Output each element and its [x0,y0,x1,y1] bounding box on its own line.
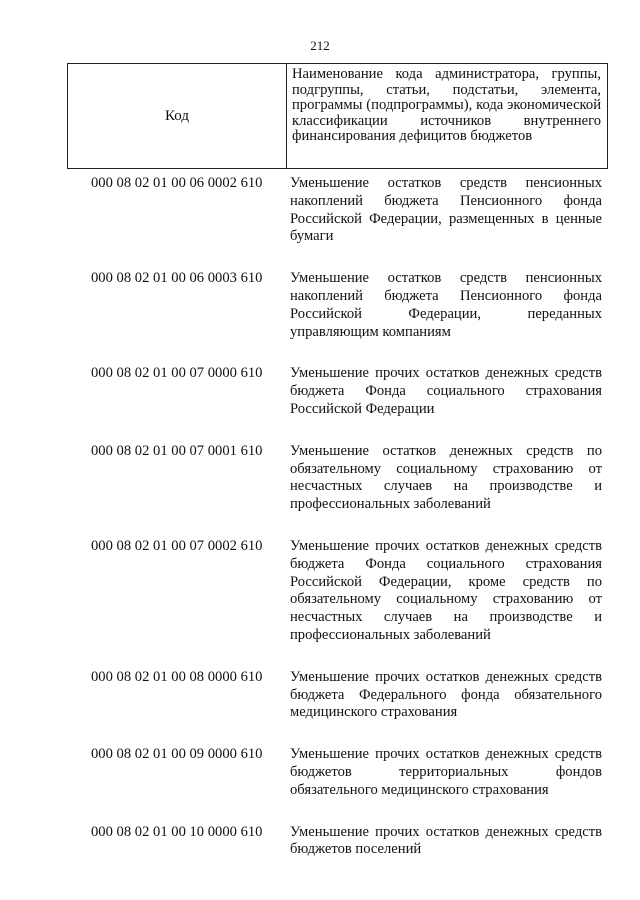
row-code: 000 08 02 01 00 06 0002 610 [91,175,263,191]
row-code: 000 08 02 01 00 08 0000 610 [91,668,263,685]
row-code: 000 08 02 01 00 07 0002 610 [91,537,263,554]
row-name: Уменьшение прочих остатков денежных средств бюджета Фонда социального страхования Российской Федерации [290,365,602,417]
row-name: Уменьшение остатков средств пенсионных накоплений бюджета Пенсионного фонда Российской Федерации, размещенных в ценные бумаги [290,175,602,245]
table-row [67,365,608,418]
table-body [67,175,608,883]
row-code: 000 08 02 01 00 07 0000 610 [91,365,263,382]
row-name: Уменьшение остатков денежных средств по обязательному социальному страхованию от несчастных случаев на производстве и профессиональных заболеваний [290,442,602,513]
table-row [67,538,608,645]
row-code: 000 08 02 01 00 09 0000 610 [91,746,263,763]
row-name: Уменьшение прочих остатков денежных средств бюджета Фонда социального страхования Российской Федерации, кроме средств по обязательному социальному страхованию от несчастных случаев на производстве и профессиональных заболеваний [290,537,602,643]
table-row [67,669,608,722]
table-row [67,175,608,246]
row-name: Уменьшение прочих остатков денежных средств бюджетов территориальных фондов обязательного медицинского страхования [290,746,602,798]
table-header [67,63,608,169]
row-code: 000 08 02 01 00 06 0003 610 [91,270,263,287]
row-name: Уменьшение остатков средств пенсионных накоплений бюджета Пенсионного фонда Российской Федерации, переданных управляющим компаниям [290,270,602,340]
page-number: 212 [310,38,330,53]
row-code: 000 08 02 01 00 07 0001 610 [91,442,263,459]
table-row [67,746,608,799]
header-name-label: Наименование кода администратора, группы, подгруппы, статьи, подстатьи, элемента, программы (подпрограммы), кода экономической классификации источников внутреннего финансирования дефицитов бюджетов [292,66,601,145]
table-row [67,443,608,514]
table-row [67,270,608,341]
row-name: Уменьшение прочих остатков денежных средств бюджетов поселений [290,823,602,858]
header-code-label: Код [68,64,287,168]
table-row [67,824,608,860]
row-code: 000 08 02 01 00 10 0000 610 [91,823,263,840]
row-name: Уменьшение прочих остатков денежных средств бюджета Федерального фонда обязательного медицинского страхования [290,668,602,721]
